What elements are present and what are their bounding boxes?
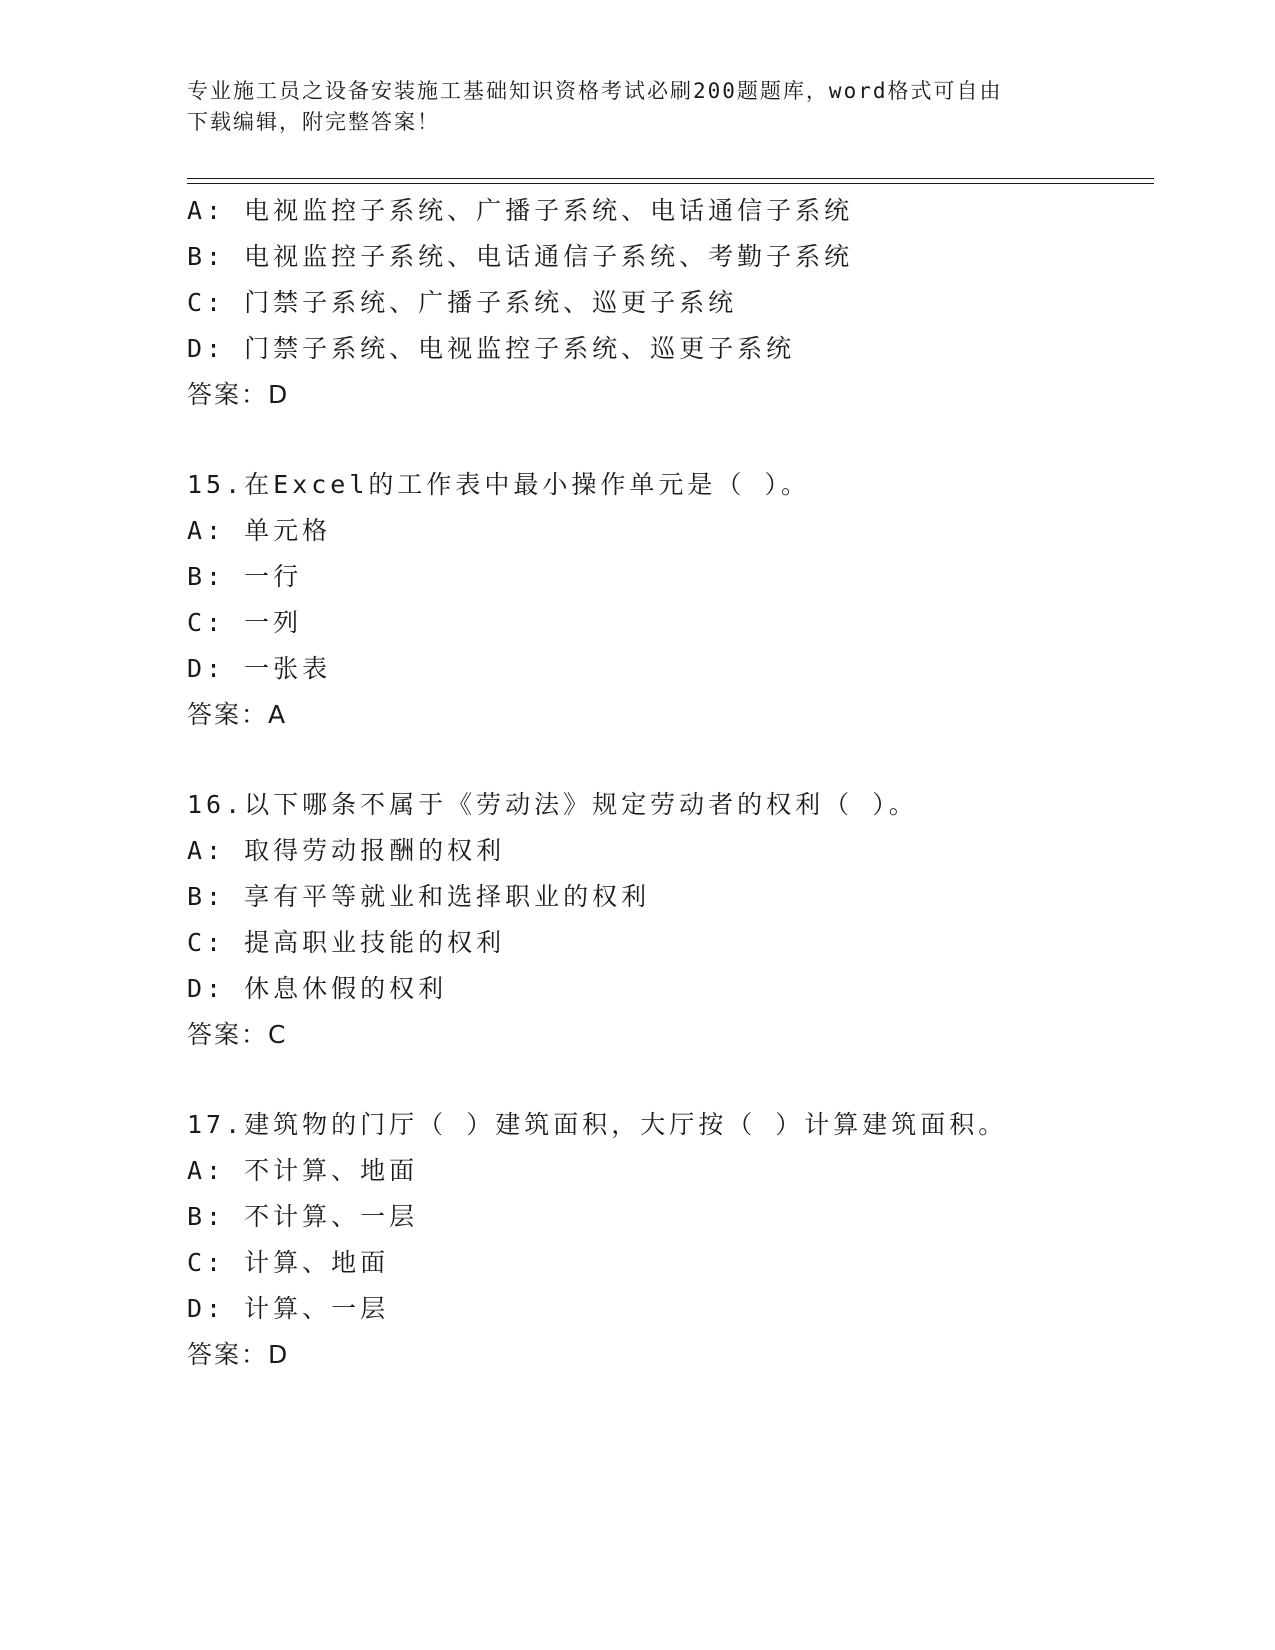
answer: 答案：C (187, 1020, 288, 1049)
header-divider-top (187, 178, 1154, 179)
option-c: C: 一列 (187, 608, 303, 637)
option-b: B: 不计算、一层 (187, 1202, 419, 1231)
document-header (187, 76, 1087, 138)
answer: 答案：D (187, 380, 290, 409)
option-c: C: 计算、地面 (187, 1248, 390, 1277)
header-line-2: 下载编辑，附完整答案！ (187, 110, 440, 134)
answer: 答案：D (187, 1340, 290, 1369)
question-16 (187, 782, 1187, 1058)
option-d: D: 一张表 (187, 654, 332, 683)
question-list (187, 188, 1187, 1378)
question-text: 17.建筑物的门厅（ ）建筑面积，大厅按（ ）计算建筑面积。 (187, 1110, 1008, 1139)
option-d: D: 休息休假的权利 (187, 974, 448, 1003)
option-d: D: 计算、一层 (187, 1294, 390, 1323)
answer: 答案：A (187, 700, 288, 729)
question-17 (187, 1102, 1187, 1378)
question-text: 15.在Excel的工作表中最小操作单元是（ ）。 (187, 470, 810, 499)
header-divider-bottom (187, 183, 1154, 184)
question-15 (187, 462, 1187, 738)
option-b: B: 一行 (187, 562, 303, 591)
option-a: A: 不计算、地面 (187, 1156, 419, 1185)
option-a: A: 取得劳动报酬的权利 (187, 836, 506, 865)
option-c: C: 门禁子系统、广播子系统、巡更子系统 (187, 288, 738, 317)
option-c: C: 提高职业技能的权利 (187, 928, 506, 957)
question-text: 16.以下哪条不属于《劳动法》规定劳动者的权利（ ）。 (187, 790, 918, 819)
question-14 (187, 188, 1187, 418)
option-d: D: 门禁子系统、电视监控子系统、巡更子系统 (187, 334, 796, 363)
option-a: A: 单元格 (187, 516, 332, 545)
option-a: A: 电视监控子系统、广播子系统、电话通信子系统 (187, 196, 854, 225)
header-line-1: 专业施工员之设备安装施工基础知识资格考试必刷200题题库，word格式可自由 (187, 79, 1003, 103)
option-b: B: 电视监控子系统、电话通信子系统、考勤子系统 (187, 242, 854, 271)
option-b: B: 享有平等就业和选择职业的权利 (187, 882, 651, 911)
